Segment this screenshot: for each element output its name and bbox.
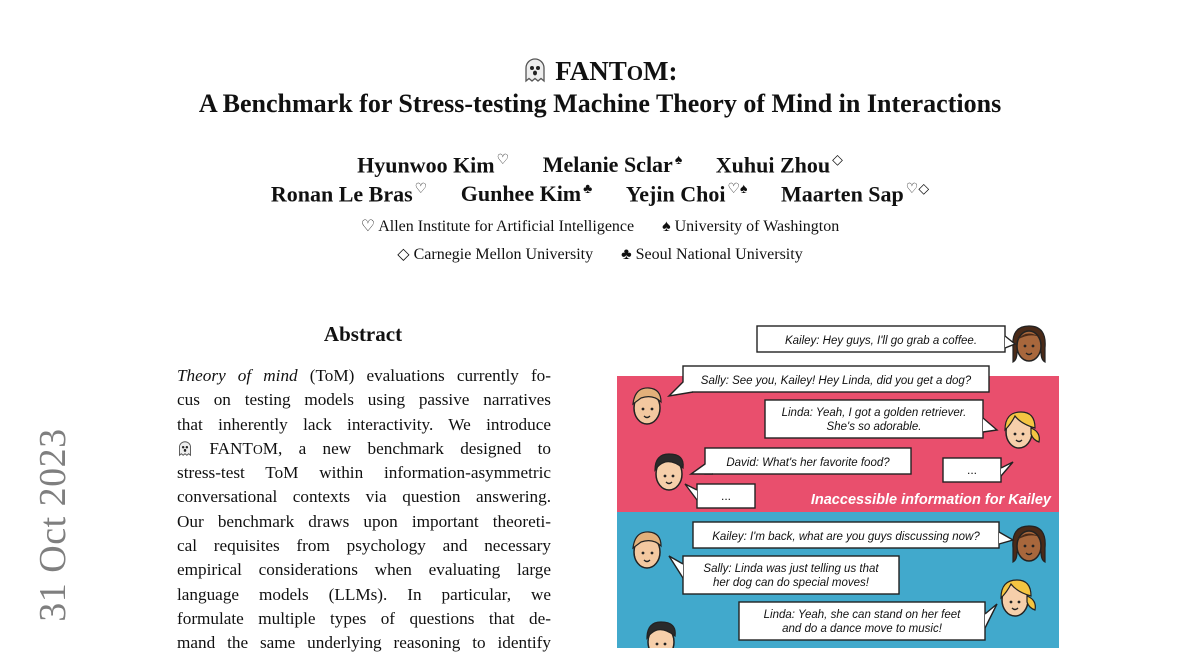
abstract-line: cal requisites from psychology and necessary — [177, 536, 551, 556]
abstract-line: cus on testing models using passive narratives — [177, 390, 551, 410]
paper-subtitle: A Benchmark for Stress-testing Machine Theory of Mind in Interactions — [198, 89, 1002, 118]
bubble-text: Kailey: Hey guys, I'll go grab a coffee. — [784, 335, 978, 347]
title-name-suffix: M: — [643, 56, 678, 86]
affiliation: ◇ Carnegie Mellon University — [397, 246, 594, 263]
author: Xuhui Zhou ◇ — [715, 152, 843, 178]
avatar-david — [655, 454, 683, 490]
ghost-icon — [177, 440, 193, 457]
affiliation: ♡ Allen Institute for Artificial Intelligence — [360, 218, 635, 235]
speech-bubble — [757, 326, 1015, 352]
abstract-line: language models (LLMs). In particular, we — [177, 584, 551, 604]
abstract-line: Our benchmark draws upon important theoreti- — [177, 511, 551, 531]
author: Hyunwoo Kim ♡ — [357, 152, 510, 178]
author: Yejin Choi ♡♠ — [625, 181, 748, 207]
avatar-kailey — [1013, 326, 1045, 362]
abstract-line: conversational contexts via question answering. — [177, 487, 551, 507]
speech-bubble — [739, 602, 997, 640]
abstract-line: stress-test ToM within information-asymmetric — [177, 463, 551, 483]
author: Gunhee Kim ♣ — [460, 181, 593, 207]
affiliation: ♠ University of Washington — [662, 218, 840, 235]
author: Maarten Sap ♡◇ — [780, 181, 930, 207]
bubble-text: ... — [966, 463, 978, 477]
avatar-david — [647, 622, 675, 648]
affiliation: ♣ Seoul National University — [621, 246, 803, 263]
bubble-text: David: What's her favorite food? — [726, 457, 890, 469]
inaccessible-label: Inaccessible information for Kailey — [810, 492, 1051, 508]
bubble-text: Sally: See you, Kailey! Hey Linda, did you get a dog? — [700, 375, 972, 387]
abstract-line: mand the same underlying reasoning to identify — [177, 633, 551, 653]
author-row-2 — [0, 181, 1200, 207]
bubble-text: Kailey: I'm back, what are you guys discussing now? — [712, 531, 980, 543]
abstract-line: formulate multiple types of questions that de- — [177, 608, 551, 628]
conversation-figure — [617, 318, 1059, 648]
speech-bubble — [669, 556, 899, 594]
ghost-icon — [522, 57, 548, 83]
bubble-text: Sally: Linda was just telling us that — [703, 563, 879, 575]
bubble-text: Linda: Yeah, I got a golden retriever. — [781, 407, 967, 419]
abstract-line: that inherently lack interactivity. We introduce — [177, 414, 551, 434]
abstract-line: Theory of mind (ToM) evaluations currently fo- — [177, 366, 551, 385]
avatar-sally — [633, 388, 661, 424]
author-row-1 — [0, 152, 1200, 178]
bubble-text: She's so adorable. — [826, 421, 922, 433]
avatar-sally — [633, 532, 661, 568]
title-name-prefix: FANT — [555, 56, 627, 86]
abstract-body — [177, 364, 551, 656]
author: Ronan Le Bras ♡ — [270, 181, 428, 207]
author: Melanie Sclar ♠ — [542, 152, 683, 178]
speech-bubble — [691, 448, 911, 474]
abstract-line: empirical considerations when evaluating large — [177, 560, 551, 580]
bubble-text: and do a dance move to music! — [782, 623, 942, 635]
paper-title — [0, 56, 1200, 87]
affiliation-row-1 — [0, 216, 1200, 236]
title-name-small: O — [626, 61, 644, 85]
speech-bubble — [693, 522, 1013, 548]
affiliation-row-2 — [0, 244, 1200, 264]
bubble-text: Linda: Yeah, she can stand on her feet — [763, 609, 961, 621]
abstract-line: FANTOM, a new benchmark designed to — [177, 437, 551, 461]
speech-bubble — [669, 366, 989, 396]
arxiv-date-stamp: 31 Oct 2023 — [32, 428, 74, 622]
bubble-text: ... — [720, 489, 732, 503]
bubble-text: her dog can do special moves! — [713, 577, 869, 589]
abstract-heading: Abstract — [323, 322, 403, 346]
speech-bubble — [765, 400, 997, 438]
